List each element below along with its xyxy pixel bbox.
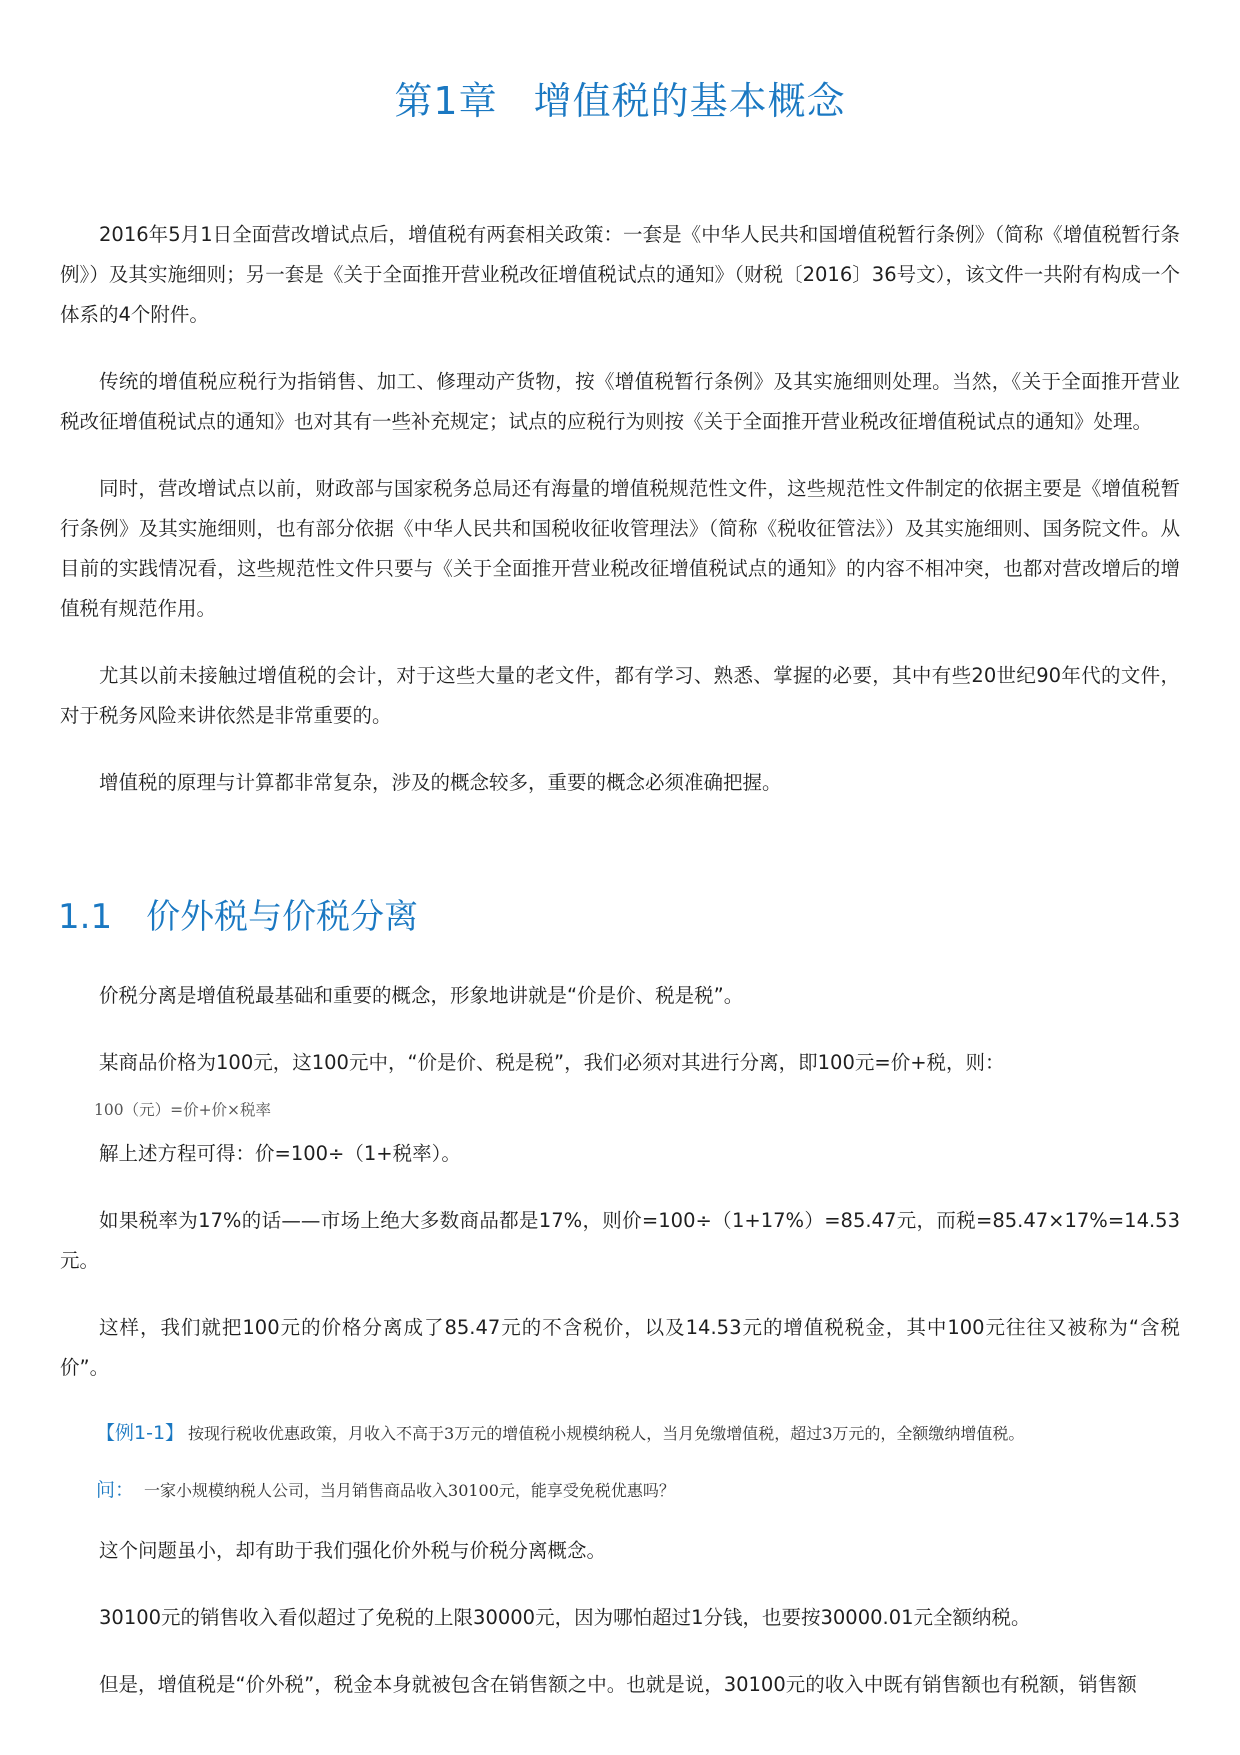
- chapter-number: 第1章: [394, 79, 498, 123]
- question-block: [96, 1472, 1180, 1509]
- intro-section: [60, 215, 1180, 803]
- example-tag: 【例1-1】: [96, 1422, 185, 1444]
- question-tag: 问：: [96, 1479, 135, 1501]
- formula: 100（元）=价+价×税率: [94, 1101, 272, 1119]
- paragraph: 30100元的销售收入看似超过了免税的上限30000元，因为哪怕超过1分钱，也要按30000.01元全额纳税。: [99, 1606, 1031, 1629]
- paragraph: 传统的增值税应税行为指销售、加工、修理动产货物，按《增值税暂行条例》及其实施细则处理。当然，《关于全面推开营业税改征增值税试点的通知》也对其有一些补充规定；试点的应税行为则按《关于全面推开营业税改征增值税试点的通知》处理。: [60, 370, 1180, 433]
- example-block: [96, 1415, 1180, 1452]
- paragraph: 如果税率为17%的话——市场上绝大多数商品都是17%，则价=100÷（1+17%）=85.47元，而税=85.47×17%=14.53元。: [60, 1209, 1180, 1272]
- section-body: [60, 976, 1180, 1705]
- paragraph: 尤其以前未接触过增值税的会计，对于这些大量的老文件，都有学习、熟悉、掌握的必要，其中有些20世纪90年代的文件，对于税务风险来讲依然是非常重要的。: [60, 664, 1180, 727]
- section-number: 1.1: [58, 897, 113, 937]
- paragraph: 某商品价格为100元，这100元中，“价是价、税是税”，我们必须对其进行分离，即100元=价+税，则：: [99, 1051, 1005, 1074]
- section-title: [58, 889, 1180, 938]
- paragraph: 这个问题虽小，却有助于我们强化价外税与价税分离概念。: [99, 1539, 607, 1562]
- example-text: 按现行税收优惠政策，月收入不高于3万元的增值税小规模纳税人，当月免缴增值税，超过3万元的，全额缴纳增值税。: [188, 1424, 1025, 1443]
- paragraph: 价税分离是增值税最基础和重要的概念，形象地讲就是“价是价、税是税”。: [99, 984, 744, 1007]
- chapter-title: [60, 0, 1180, 125]
- paragraph: 但是，增值税是“价外税”，税金本身就被包含在销售额之中。也就是说，30100元的收入中既有销售额也有税额，销售额: [99, 1673, 1137, 1696]
- section-name: 价外税与价税分离: [146, 897, 419, 937]
- paragraph: 这样，我们就把100元的价格分离成了85.47元的不含税价，以及14.53元的增值税税金，其中100元往往又被称为“含税价”。: [60, 1316, 1180, 1379]
- paragraph: 同时，营改增试点以前，财政部与国家税务总局还有海量的增值税规范性文件，这些规范性文件制定的依据主要是《增值税暂行条例》及其实施细则，也有部分依据《中华人民共和国税收征收管理法》（简称《税收征管法》）及其实施细则、国务院文件。从目前的实践情况看，这些规范性文件只要与《关于全面推开营业税改征增值税试点的通知》的内容不相冲突，也都对营改增后的增值税有规范作用。: [60, 477, 1180, 620]
- paragraph: 2016年5月1日全面营改增试点后，增值税有两套相关政策：一套是《中华人民共和国增值税暂行条例》（简称《增值税暂行条例》）及其实施细则；另一套是《关于全面推开营业税改征增值税试点的通知》（财税〔2016〕36号文），该文件一共附有构成一个体系的4个附件。: [60, 223, 1180, 326]
- paragraph: 增值税的原理与计算都非常复杂，涉及的概念较多，重要的概念必须准确把握。: [99, 771, 782, 794]
- question-text: 一家小规模纳税人公司，当月销售商品收入30100元，能享受免税优惠吗？: [144, 1481, 675, 1500]
- chapter-name: 增值税的基本概念: [533, 79, 846, 123]
- paragraph: 解上述方程可得：价=100÷（1+税率）。: [99, 1142, 461, 1165]
